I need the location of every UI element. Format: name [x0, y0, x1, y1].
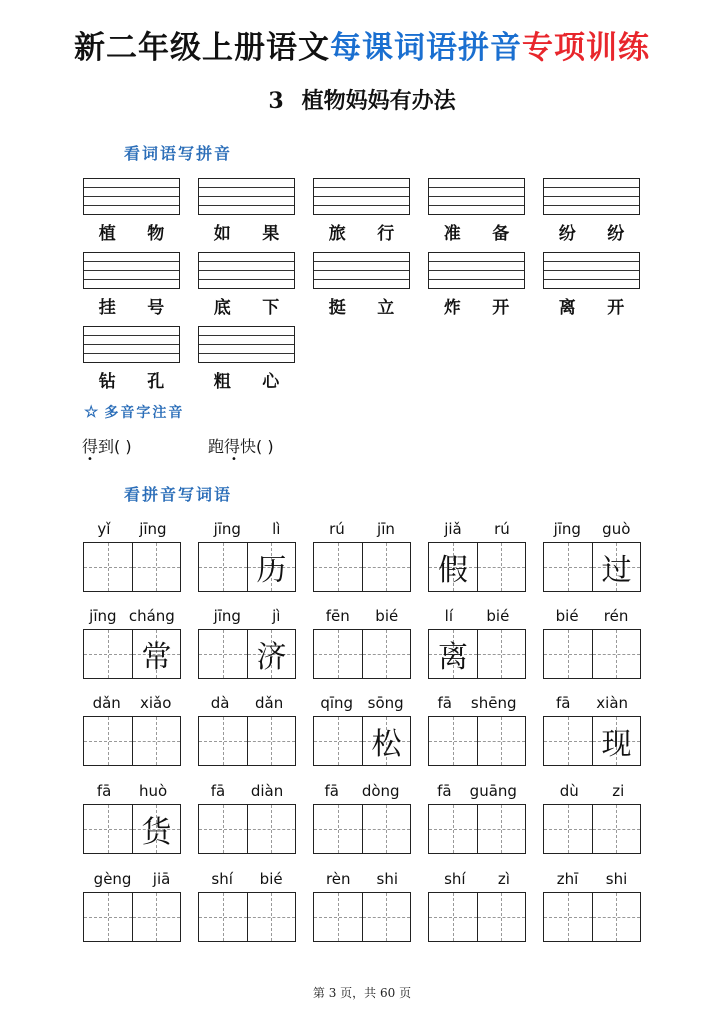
given-character [314, 717, 362, 765]
given-character [363, 630, 410, 678]
tianzige-cell[interactable] [362, 717, 410, 765]
tianzige-grid [313, 716, 411, 766]
word-label [198, 367, 295, 392]
given-character [478, 543, 525, 591]
word-label [543, 293, 640, 318]
pinyin-syllable: jīng [89, 607, 117, 625]
page-title [0, 22, 724, 67]
tianzige-cell[interactable] [132, 805, 180, 853]
word-char: 纷 [607, 224, 625, 244]
pinyin-syllable: shēng [470, 694, 517, 712]
tianzige-cell[interactable] [592, 893, 640, 941]
tianzige-grid [428, 542, 526, 592]
given-character [199, 630, 247, 678]
tianzige-grid [543, 804, 641, 854]
word-char: 果 [262, 224, 280, 244]
word-char: 旅 [328, 224, 346, 244]
tianzige-cell[interactable] [199, 717, 247, 765]
given-character [544, 543, 592, 591]
word-label [83, 293, 180, 318]
tianzige-grid [543, 629, 641, 679]
given-character [248, 893, 295, 941]
pinyin-writing-box[interactable] [198, 326, 295, 363]
pinyin-syllable: gèng [93, 870, 132, 888]
word-char: 行 [377, 224, 395, 244]
word-char: 底 [213, 298, 231, 318]
given-character [84, 543, 132, 591]
tianzige-cell[interactable] [199, 543, 247, 591]
given-character [314, 805, 362, 853]
given-character: 历 [256, 553, 287, 588]
tianzige-cell[interactable] [362, 893, 410, 941]
pinyin-syllable: huò [138, 782, 168, 800]
tianzige-cell[interactable] [544, 717, 592, 765]
word-char: 炸 [443, 298, 461, 318]
tianzige-grid [198, 716, 296, 766]
given-character [478, 717, 525, 765]
pinyin-syllable: jīng [213, 520, 241, 538]
word-label [428, 293, 525, 318]
pinyin-syllable: bié [259, 870, 283, 888]
given-character [429, 717, 477, 765]
pinyin-syllable: lì [272, 520, 281, 538]
lesson-number: 3 [268, 88, 284, 114]
given-character [84, 893, 132, 941]
given-character: 松 [371, 727, 402, 762]
tianzige-cell[interactable] [84, 893, 132, 941]
tianzige-grid [428, 629, 526, 679]
pinyin-syllable: jīng [553, 520, 581, 538]
given-character [133, 543, 180, 591]
tianzige-cell[interactable] [362, 543, 410, 591]
tianzige-grid [83, 629, 181, 679]
given-character [478, 893, 525, 941]
given-character [248, 717, 295, 765]
pinyin-label [543, 520, 641, 538]
given-character [84, 805, 132, 853]
pinyin-syllable: shí [211, 870, 233, 888]
word-label [198, 293, 295, 318]
pinyin-syllable: dù [559, 782, 579, 800]
pinyin-label [428, 607, 526, 625]
pinyin-syllable: bié [486, 607, 510, 625]
pinyin-label [198, 694, 296, 712]
given-character [248, 805, 295, 853]
tianzige-cell[interactable] [132, 630, 180, 678]
given-character [199, 893, 247, 941]
pinyin-syllable: xiàn [596, 694, 629, 712]
pinyin-syllable: lí [444, 607, 454, 625]
pinyin-writing-box[interactable] [83, 252, 180, 289]
pinyin-syllable: dòng [361, 782, 400, 800]
given-character [544, 717, 592, 765]
star-icon: ☆ [84, 402, 101, 421]
tianzige-cell[interactable] [362, 630, 410, 678]
word-char: 挂 [98, 298, 116, 318]
pinyin-label [83, 520, 181, 538]
pinyin-writing-box[interactable] [428, 178, 525, 215]
given-character [84, 630, 132, 678]
given-character: 常 [141, 640, 172, 675]
pinyin-writing-box[interactable] [543, 252, 640, 289]
tianzige-cell[interactable] [247, 893, 295, 941]
word-char: 号 [147, 298, 165, 318]
tianzige-cell[interactable] [429, 893, 477, 941]
given-character [363, 543, 410, 591]
tianzige-cell[interactable] [592, 630, 640, 678]
pinyin-syllable: guò [602, 520, 631, 538]
tianzige-cell[interactable] [314, 543, 362, 591]
word-label [313, 219, 410, 244]
given-character: 过 [601, 553, 632, 588]
tianzige-grid [198, 892, 296, 942]
word-label [83, 219, 180, 244]
tianzige-cell[interactable] [544, 630, 592, 678]
pinyin-label [543, 870, 641, 888]
tianzige-grid [198, 542, 296, 592]
word-char: 纷 [558, 224, 576, 244]
pinyin-label [198, 782, 296, 800]
tianzige-cell[interactable] [477, 805, 525, 853]
tianzige-grid [543, 892, 641, 942]
given-character [199, 543, 247, 591]
pinyin-syllable: fā [96, 782, 112, 800]
pinyin-label [83, 694, 181, 712]
given-character [314, 630, 362, 678]
word-char: 离 [558, 298, 576, 318]
given-character [429, 893, 477, 941]
word-char: 心 [262, 372, 280, 392]
word-char: 下 [262, 298, 280, 318]
given-character [133, 893, 180, 941]
word-label [543, 219, 640, 244]
word-char: 挺 [328, 298, 346, 318]
tianzige-cell[interactable] [314, 893, 362, 941]
tianzige-cell[interactable] [247, 805, 295, 853]
title-part-2: 每课词语拼音 [330, 30, 522, 66]
word-char: 孔 [147, 372, 165, 392]
tianzige-cell[interactable] [314, 630, 362, 678]
polyphone-item [208, 434, 274, 465]
tianzige-cell[interactable] [199, 630, 247, 678]
given-character: 现 [601, 727, 632, 762]
tianzige-grid [313, 804, 411, 854]
tianzige-grid [313, 629, 411, 679]
pinyin-writing-box[interactable] [198, 178, 295, 215]
pinyin-syllable: bié [555, 607, 579, 625]
word-label [313, 293, 410, 318]
pinyin-syllable: fā [324, 782, 339, 800]
page-footer: 第 3 页，共 60 页 [312, 986, 412, 1000]
tianzige-grid [83, 716, 181, 766]
tianzige-cell[interactable] [84, 630, 132, 678]
tianzige-grid [543, 542, 641, 592]
pinyin-syllable: jiǎ [444, 520, 462, 538]
pinyin-syllable: jiā [152, 870, 171, 888]
word-char: 钻 [98, 372, 116, 392]
tianzige-grid [313, 892, 411, 942]
pinyin-syllable: qīng [320, 694, 354, 712]
tianzige-cell[interactable] [544, 805, 592, 853]
pinyin-syllable: shi [605, 870, 628, 888]
pinyin-syllable: zì [497, 870, 510, 888]
pinyin-writing-box[interactable] [198, 252, 295, 289]
pinyin-syllable: rèn [325, 870, 351, 888]
tianzige-grid [428, 892, 526, 942]
word-char: 立 [377, 298, 395, 318]
given-character [593, 893, 640, 941]
tianzige-cell[interactable] [84, 717, 132, 765]
pinyin-syllable: bié [375, 607, 399, 625]
tianzige-cell[interactable] [247, 630, 295, 678]
pinyin-label [543, 694, 641, 712]
pinyin-syllable: jīng [139, 520, 167, 538]
pinyin-syllable: rén [603, 607, 629, 625]
given-character [363, 805, 410, 853]
pinyin-label [313, 694, 411, 712]
polyphone-item [82, 434, 132, 465]
given-character [199, 805, 247, 853]
pinyin-syllable: dǎn [254, 694, 284, 712]
pinyin-syllable: zi [612, 782, 625, 800]
given-character [429, 805, 477, 853]
title-part-1: 新二年级上册语文 [74, 30, 330, 66]
pinyin-syllable: jīng [213, 607, 241, 625]
pinyin-label [313, 607, 411, 625]
pinyin-syllable: zhī [556, 870, 579, 888]
pinyin-label [543, 607, 641, 625]
given-character: 货 [141, 815, 172, 850]
pinyin-label [428, 694, 526, 712]
word-label [198, 219, 295, 244]
pinyin-writing-box[interactable] [543, 178, 640, 215]
given-character [544, 630, 592, 678]
pinyin-writing-box[interactable] [428, 252, 525, 289]
given-character [133, 717, 180, 765]
section-heading-polyphone [84, 402, 184, 422]
pinyin-writing-box[interactable] [83, 178, 180, 215]
given-character [544, 805, 592, 853]
pinyin-syllable: shí [444, 870, 466, 888]
tianzige-cell[interactable] [247, 717, 295, 765]
pinyin-syllable: dǎn [92, 694, 121, 712]
tianzige-cell[interactable] [429, 630, 477, 678]
pinyin-label [313, 870, 411, 888]
tianzige-grid [428, 716, 526, 766]
polyphone-text: 跑得快( ) [208, 437, 274, 456]
pinyin-label [83, 782, 181, 800]
polyphone-heading-text: 多音字注音 [104, 405, 185, 421]
tianzige-cell[interactable] [477, 717, 525, 765]
tianzige-grid [83, 542, 181, 592]
pinyin-syllable: rú [329, 520, 345, 538]
word-char: 粗 [213, 372, 231, 392]
pinyin-label [313, 782, 411, 800]
tianzige-cell[interactable] [429, 717, 477, 765]
pinyin-syllable: fēn [325, 607, 350, 625]
polyphone-text: 得到( ) [82, 437, 132, 456]
pinyin-syllable: diàn [250, 782, 284, 800]
pinyin-syllable: fā [437, 782, 452, 800]
given-character [593, 630, 640, 678]
given-character [363, 893, 410, 941]
tianzige-cell[interactable] [84, 543, 132, 591]
tianzige-cell[interactable] [314, 717, 362, 765]
given-character [84, 717, 132, 765]
pinyin-syllable: guāng [469, 782, 517, 800]
word-char: 备 [492, 224, 510, 244]
tianzige-cell[interactable] [132, 717, 180, 765]
pinyin-label [198, 870, 296, 888]
given-character [199, 717, 247, 765]
tianzige-grid [428, 804, 526, 854]
pinyin-writing-box[interactable] [83, 326, 180, 363]
pinyin-label [543, 782, 641, 800]
given-character: 离 [437, 640, 468, 675]
tianzige-grid [198, 629, 296, 679]
tianzige-cell[interactable] [477, 543, 525, 591]
tianzige-cell[interactable] [132, 543, 180, 591]
pinyin-syllable: fā [210, 782, 226, 800]
pinyin-label [428, 870, 526, 888]
emphasis-dot: • [87, 454, 93, 465]
emphasis-dot: • [231, 454, 237, 465]
pinyin-label [198, 520, 296, 538]
tianzige-cell[interactable] [132, 893, 180, 941]
pinyin-syllable: yǐ [97, 520, 111, 538]
given-character [314, 543, 362, 591]
section-heading-write-words: 看拼音写词语 [124, 485, 233, 504]
given-character: 假 [437, 553, 468, 588]
tianzige-grid [543, 716, 641, 766]
tianzige-cell[interactable] [429, 543, 477, 591]
pinyin-syllable: xiǎo [139, 694, 172, 712]
tianzige-cell[interactable] [199, 805, 247, 853]
given-character [478, 805, 525, 853]
pinyin-writing-box[interactable] [313, 178, 410, 215]
pinyin-label [313, 520, 411, 538]
tianzige-cell[interactable] [477, 630, 525, 678]
lesson-title: 植物妈妈有办法 [301, 88, 456, 114]
word-char: 准 [443, 224, 461, 244]
given-character [478, 630, 525, 678]
tianzige-cell[interactable] [592, 717, 640, 765]
word-char: 开 [492, 298, 510, 318]
lesson-heading [0, 84, 724, 115]
tianzige-cell[interactable] [544, 893, 592, 941]
given-character [593, 805, 640, 853]
tianzige-cell[interactable] [362, 805, 410, 853]
pinyin-syllable: dà [210, 694, 230, 712]
word-char: 植 [98, 224, 116, 244]
pinyin-syllable: shi [376, 870, 398, 888]
tianzige-cell[interactable] [199, 893, 247, 941]
pinyin-syllable: sōng [367, 694, 404, 712]
title-part-3: 专项训练 [522, 30, 650, 66]
tianzige-cell[interactable] [247, 543, 295, 591]
word-label [83, 367, 180, 392]
tianzige-cell[interactable] [84, 805, 132, 853]
given-character [314, 893, 362, 941]
tianzige-cell[interactable] [314, 805, 362, 853]
word-label [428, 219, 525, 244]
given-character [544, 893, 592, 941]
tianzige-cell[interactable] [592, 805, 640, 853]
tianzige-cell[interactable] [544, 543, 592, 591]
pinyin-syllable: fā [555, 694, 571, 712]
pinyin-syllable: jì [272, 607, 281, 625]
given-character: 济 [256, 640, 287, 675]
word-char: 物 [147, 224, 165, 244]
tianzige-grid [83, 892, 181, 942]
tianzige-cell[interactable] [429, 805, 477, 853]
pinyin-label [83, 870, 181, 888]
pinyin-label [428, 520, 526, 538]
word-char: 如 [213, 224, 231, 244]
word-char: 开 [607, 298, 625, 318]
pinyin-label [83, 607, 181, 625]
pinyin-writing-box[interactable] [313, 252, 410, 289]
tianzige-cell[interactable] [477, 893, 525, 941]
tianzige-cell[interactable] [592, 543, 640, 591]
pinyin-syllable: jīn [377, 520, 395, 538]
tianzige-grid [198, 804, 296, 854]
pinyin-syllable: rú [494, 520, 510, 538]
tianzige-grid [313, 542, 411, 592]
pinyin-label [428, 782, 526, 800]
pinyin-syllable: cháng [128, 607, 175, 625]
section-heading-write-pinyin: 看词语写拼音 [124, 144, 233, 163]
pinyin-label [198, 607, 296, 625]
pinyin-syllable: fā [437, 694, 452, 712]
tianzige-grid [83, 804, 181, 854]
